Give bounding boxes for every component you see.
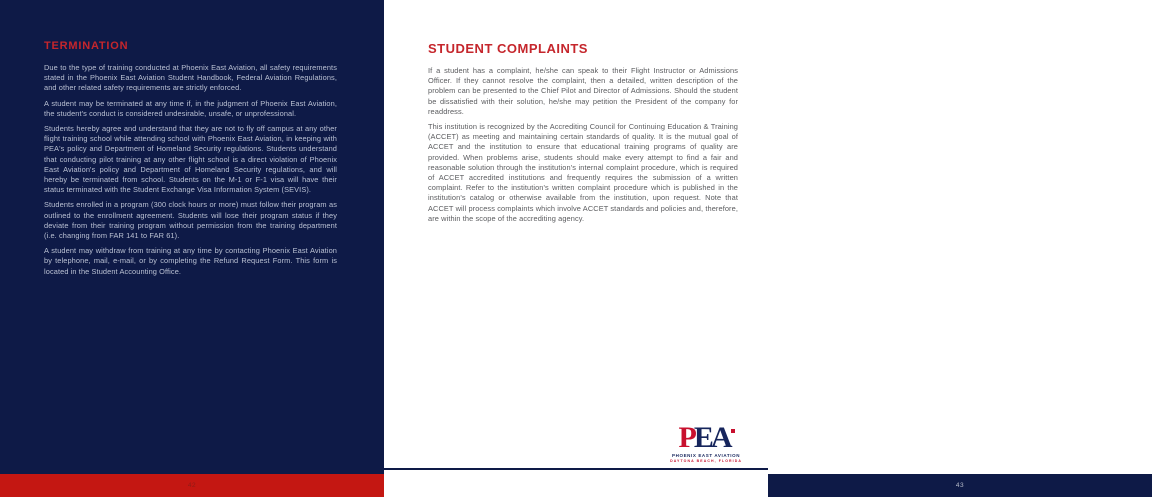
logo-letter-p: P — [678, 421, 694, 454]
student-complaints-heading: STUDENT COMPLAINTS — [428, 41, 588, 56]
logo-letter-e: E — [693, 421, 711, 454]
right-page — [384, 0, 965, 497]
logo-letter-a: A — [710, 421, 730, 454]
termination-heading: TERMINATION — [44, 40, 129, 52]
left-page-content — [44, 40, 337, 282]
left-footer-bar — [0, 474, 384, 497]
complaints-paragraph-1: If a student has a complaint, he/she can speak to their Flight Instructor or Admissions Officer. If they cannot resolve the complaint, then a detailed, written description of the problem can be presented to the Chief Pilot and Director of Admissions. Should the student be dissatisfied with their solution, he/she may petition the President of the company for readdress. — [428, 66, 738, 116]
left-page — [0, 0, 384, 497]
logo-accent-square-icon — [731, 429, 735, 433]
footer-rule — [384, 468, 768, 470]
pea-logo-letters — [678, 421, 734, 454]
left-page-number: 42 — [187, 482, 197, 489]
termination-paragraph-1: Due to the type of training conducted at Phoenix East Aviation, all safety requirements stated in the Phoenix East Aviation Student Handbook, Federal Aviation Regulations, and other related safety requirements are strictly enforced. — [44, 63, 337, 93]
termination-paragraph-3: Students hereby agree and understand that they are not to fly off campus at any other flight training school while attending school with Phoenix East Aviation, in keeping with PEA's policy and Department of Homeland Security regulations. Students understand that conducting pilot training at any other flight school is a direct violation of Phoenix East Aviation's policy and Department of Homeland Security regulations, and will hereby be terminated from school. Students on the M-1 or F-1 visa will have their status terminated with the Student Exchange Visa Information System (SEVIS). — [44, 124, 337, 195]
complaints-paragraph-2: This institution is recognized by the Accrediting Council for Continuing Education & Training (ACCET) as meeting and maintaining certain standards of quality. It is the mutual goal of ACCET and the institution to ensure that educational training programs of quality are provided. When problems arise, students should make every attempt to find a fair and reasonable solution through the institution's internal complaint procedure, which is required of ACCET accredited institutions and frequently requires the submission of a written complaint. Refer to the institution's written complaint procedure which is published in the institution's catalog or otherwise available from the institution, upon request. Note that ACCET will process complaints which involve ACCET standards and policies and, therefore, are within the scope of the accrediting agency. — [428, 122, 738, 223]
right-footer-bar — [768, 474, 1152, 497]
termination-paragraph-5: A student may withdraw from training at any time by contacting Phoenix East Aviation by telephone, mail, e-mail, or by completing the Refund Request Form. This form is located in the Student Accounting Office. — [44, 246, 337, 276]
logo-tagline: DAYTONA BEACH, FLORIDA — [670, 459, 742, 463]
right-page-number: 43 — [955, 482, 965, 489]
pea-logo — [670, 421, 742, 463]
termination-paragraph-2: A student may be terminated at any time if, in the judgment of Phoenix East Aviation, the student's conduct is considered undesirable, unsafe, or unprofessional. — [44, 98, 337, 118]
logo-company-name: PHOENIX EAST AVIATION — [672, 453, 741, 458]
right-page-content — [428, 41, 738, 229]
termination-paragraph-4: Students enrolled in a program (300 clock hours or more) must follow their program as outlined to the enrollment agreement. Students will lose their program status if they deviate from their training program without permission from the training department (i.e. changing from FAR 141 to FAR 61). — [44, 200, 337, 241]
